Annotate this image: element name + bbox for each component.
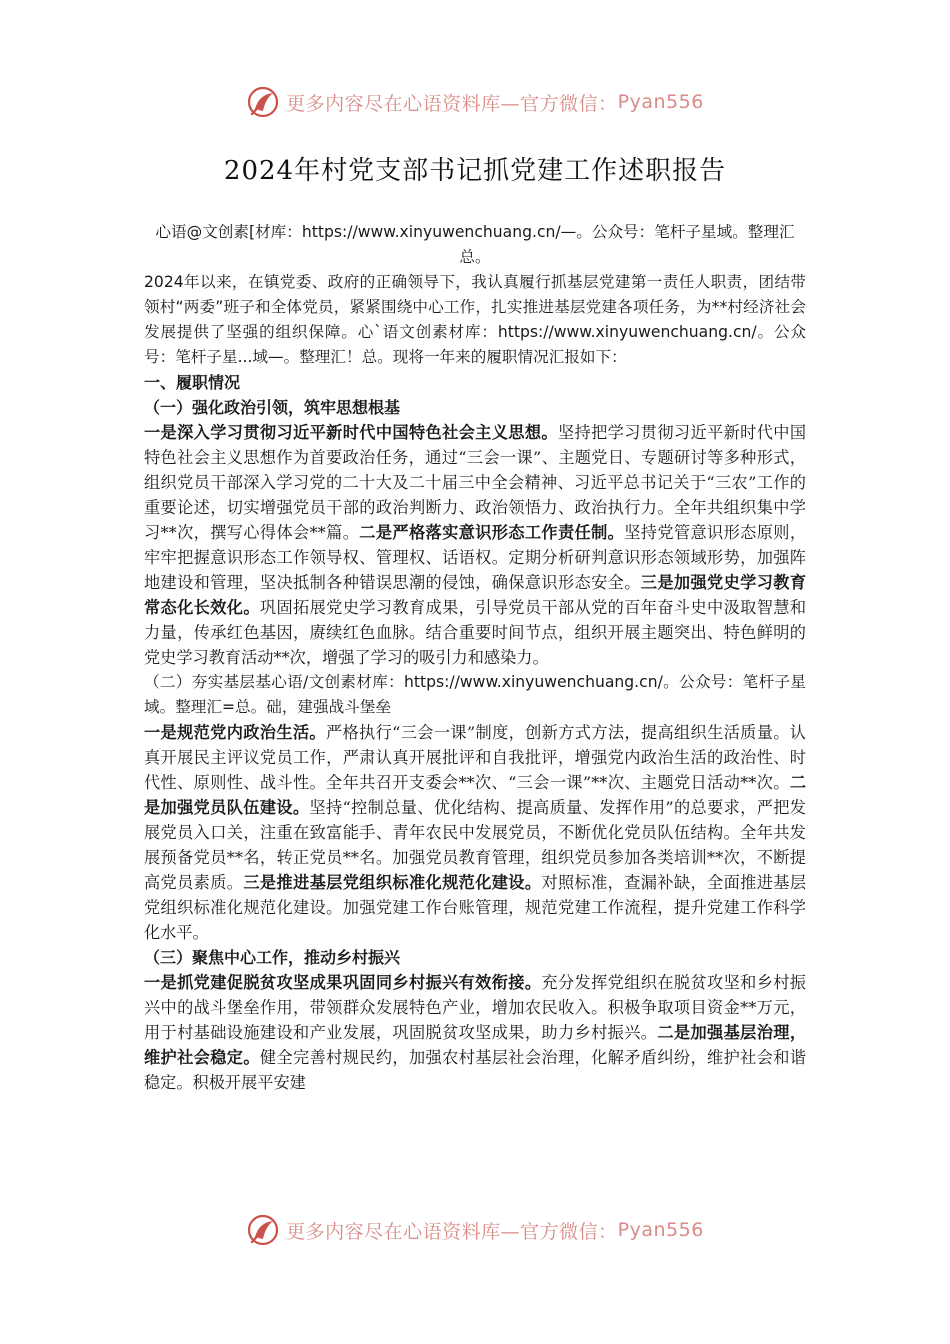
paragraph-political-guidance [144, 420, 806, 670]
paragraph-rural-revitalization [144, 970, 806, 1095]
brand-logo-icon [246, 85, 280, 119]
point-text: 充分发挥党组织在脱贫攻坚和乡村振兴中的战斗堡垒作用，带领群众发展特色产业，增加农民收入。积极争取项目资金**万元，用于村基础设施建设和产业发展，巩固脱贫攻坚成果，助力乡村振兴。 [144, 973, 806, 1042]
point-lead: 一是规范党内政治生活。 [144, 723, 326, 742]
point-lead: 二是加强党员队伍建设。 [144, 773, 806, 817]
document-body [144, 220, 806, 1095]
point-lead: 一是抓党建促脱贫攻坚成果巩固同乡村振兴有效衔接。 [144, 973, 542, 992]
point-lead: 二是加强基层治理，维护社会稳定。 [144, 1023, 807, 1067]
intro-paragraph: 2024年以来，在镇党委、政府的正确领导下，我认真履行抓基层党建第一责任人职责，团结带领村“两委”班子和全体党员，紧紧围绕中心工作，扎实推进基层党建各项任务，为**村经济社会发展提供了坚强的组织保障。心`语文创素材库：https://www.xinyuwenchuang.cn/。公众号：笔杆子星...域—。整理汇！总。现将一年来的履职情况汇报如下： [144, 273, 806, 366]
brand-logo-icon [246, 1213, 280, 1247]
point-lead: 三是推进基层党组织标准化规范化建设。 [243, 873, 542, 892]
source-note: 心语@文创素[材库：https://www.xinyuwenchuang.cn/—。公众号：笔杆子星域。整理汇总。 [155, 223, 795, 266]
wechat-id: Pyan556 [617, 91, 704, 113]
point-text: 坚持把学习贯彻习近平新时代中国特色社会主义思想作为首要政治任务，通过“三会一课”、主题党日、专题研讨等多种形式，组织党员干部深入学习党的二十大及二十届三中全会精神、习近平总书记关于“三农”工作的重要论述，切实增强党员干部的政治判断力、政治领悟力、政治执行力。全年共组织集中学习**次，撰写心得体会**篇。 [144, 423, 807, 542]
subsection-heading-3: （三）聚焦中心工作，推动乡村振兴 [144, 948, 401, 967]
point-text: 对照标准，查漏补缺，全面推进基层党组织标准化规范化建设。加强党建工作台账管理，规范党建工作流程，提升党建工作科学化水平。 [144, 873, 807, 942]
point-text: 健全完善村规民约，加强农村基层社会治理，化解矛盾纠纷，维护社会和谐稳定。积极开展平安建 [144, 1048, 807, 1092]
point-lead: 二是严格落实意识形态工作责任制。 [359, 523, 625, 542]
point-text: 巩固拓展党史学习教育成果，引导党员干部从党的百年奋斗史中汲取智慧和力量，传承红色基因，赓续红色血脉。结合重要时间节点，组织开展主题突出、特色鲜明的党史学习教育活动**次，增强了学习的吸引力和感染力。 [144, 598, 807, 667]
subsection-heading-1: （一）强化政治引领，筑牢思想根基 [144, 398, 401, 417]
footer-banner [0, 1210, 950, 1250]
point-lead: 三是加强党史学习教育常态化长效化。 [144, 573, 807, 617]
section-heading-performance: 一、履职情况 [144, 373, 241, 392]
point-text: 严格执行“三会一课”制度，创新方式方法，提高组织生活质量。认真开展民主评议党员工作，严肃认真开展批评和自我批评，增强党内政治生活的政治性、时代性、原则性、战斗性。全年共召开支委会**次、“三会一课”**次、主题党日活动**次。 [144, 723, 806, 792]
paragraph-grassroots-foundation [144, 720, 806, 945]
point-text: 坚持“控制总量、优化结构、提高质量、发挥作用”的总要求，严把发展党员入口关，注重在致富能手、青年农民中发展党员，不断优化党员队伍结构。全年共发展预备党员**名，转正党员**名。加强党员教育管理，组织党员参加各类培训**次，不断提高党员素质。 [144, 798, 806, 892]
banner-text: 更多内容尽在心语资料库—官方微信： [286, 1220, 618, 1243]
wechat-id: Pyan556 [617, 1219, 704, 1241]
subsection-heading-2: （二）夯实基层基心语/文创素材库：https://www.xinyuwenchuang.cn/。公众号：笔杆子星域。整理汇=总。础，建强战斗堡垒 [144, 673, 806, 716]
point-lead: 一是深入学习贯彻习近平新时代中国特色社会主义思想。 [144, 423, 558, 442]
header-banner [0, 82, 950, 122]
banner-text: 更多内容尽在心语资料库—官方微信： [286, 92, 618, 115]
document-title: 2024年村党支部书记抓党建工作述职报告 [223, 156, 727, 186]
point-text: 坚持党管意识形态原则，牢牢把握意识形态工作领导权、管理权、话语权。定期分析研判意识形态领域形势，加强阵地建设和管理，坚决抵制各种错误思潮的侵蚀，确保意识形态安全。 [144, 523, 807, 592]
